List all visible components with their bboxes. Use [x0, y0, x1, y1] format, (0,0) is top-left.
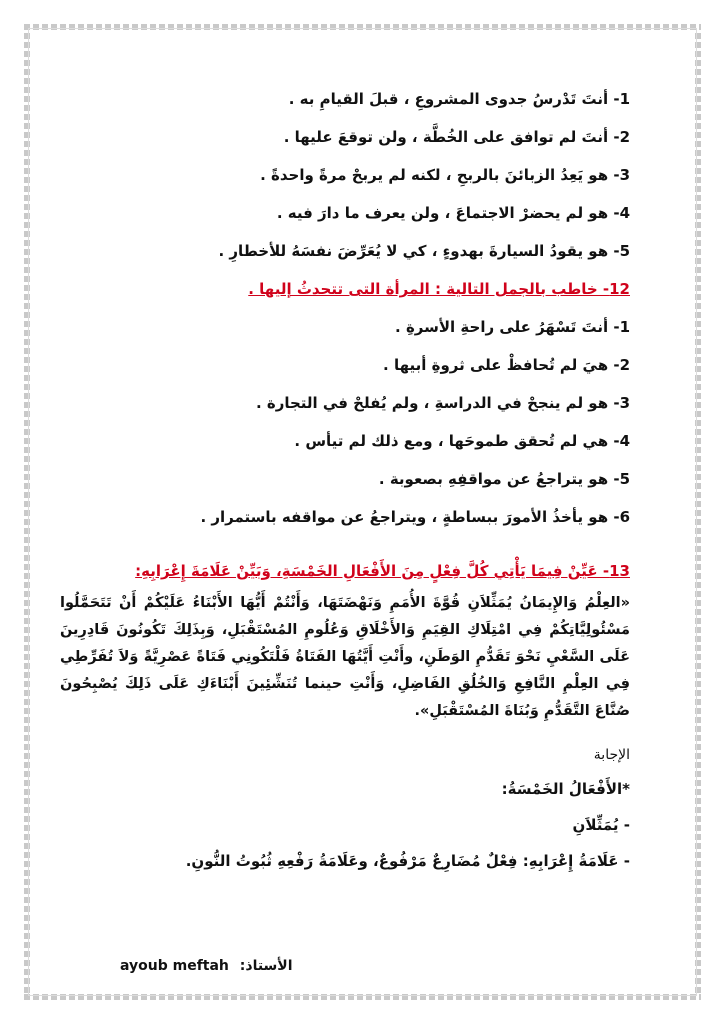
- exercise-item: 5- هو يقودُ السيارةَ بهدوءٍ ، كي لا يُعَرِّضَ نفسَهُ للأخطارِ .: [218, 242, 630, 260]
- exercise-item: 6- هو يأخذُ الأمورَ ببساطةٍ ، ويتراجعُ عن مواقفه باستمرار .: [200, 508, 630, 526]
- answer-line: - عَلَامَةُ إِعْرَابِهِ: فِعْلٌ مُضَارِعٌ مَرْفُوعٌ، وعَلَامَةُ رَفْعِهِ ثُبُوتُ النُّونِ.: [185, 852, 630, 870]
- answer-list: [60, 771, 630, 879]
- exercise-item: 5- هو يتراجعُ عن مواقفِهِ بصعوبة .: [378, 470, 630, 488]
- section-12-list: [60, 308, 630, 536]
- section-11-list: [60, 80, 630, 270]
- exercise-item: 2- هيَ لم تُحافظْ على ثروةِ أبيها .: [383, 356, 630, 374]
- answer-label: الإجابة: [593, 747, 630, 763]
- exercise-item: 3- هو يَعِدُ الزبائنَ بالربحِ ، لكنه لم يربحْ مرةً واحدةً .: [260, 166, 630, 184]
- teacher-label: الأستاذ:: [239, 958, 293, 974]
- answer-line: - يُمَثِّلاَنِ: [572, 816, 630, 834]
- section-12-heading: 12- خاطب بالجمل التالية : المرأة التى تتحدثُ إليها .: [248, 280, 630, 298]
- exercise-item: 1- أنتَ تَدْرسُ جدوى المشروعِ ، قبلَ القيامِ به .: [288, 90, 630, 108]
- exercise-item: 1- أنتَ تَسْهَرُ على راحةِ الأسرةِ .: [395, 318, 630, 336]
- teacher-signature: [120, 958, 293, 974]
- passage-text: «العِلْمُ وَالإِيمَانُ يُمَثِّلاَنِ قُوَّةَ الأُمَمِ وَنَهْضَتَهَا، وَأَنْتُمْ أَيُّهَا الأَبْنَاءُ عَلَيْكُمْ أَنْ تَتَحَمَّلُوا مَسْئُولِيَّاتِكُمْ فِي امْتِلَاكِ القِيَمِ وَالأَخْلَاقِ وَعُلُومِ المُسْتَقْبَلِ، وَبِذَلِكَ تَكُونُونَ قَادِرِينَ عَلَى السَّعْيِ نَحْوَ تَقَدُّمِ الوَطَنِ، وأَنْتِ أَيَّتُهَا الفَتَاةُ فَلْتَكُونِي فَتَاةً عَصْرِيَّةً وَلاَ تُفَرِّطِي فِي العِلْمِ النَّافِعِ وَالخُلُقِ الفَاضِلِ، وَأَنْتِ حينما تُنَشِّئِينَ أَبْنَاءَكِ عَلَى ذَلِكَ يُصْبِحُونَ صُنَّاعَ التَّقَدُّمِ وَبُنَاةَ المُسْتَقْبَلِ».: [60, 595, 630, 719]
- exercise-item: 4- هي لم تُحقق طموحَها ، ومع ذلك لم تيأس .: [294, 432, 630, 450]
- exercise-item: 3- هو لم ينجحْ في الدراسةِ ، ولم يُفلحْ في التجارة .: [255, 394, 630, 412]
- worksheet-content: [60, 80, 630, 879]
- teacher-name: ayoub meftah: [120, 958, 229, 974]
- section-13-heading: 13- عَيِّنْ فِيمَا يَأْتِي كُلَّ فِعْلٍ مِنَ الأَفْعَالِ الخَمْسَةِ، وَبَيِّنْ عَلَامَةَ إِعْرَابِهِ:: [135, 562, 630, 580]
- exercise-item: 2- أنتَ لم توافق على الخُطَّة ، ولن توقعَ عليها .: [283, 128, 630, 146]
- answer-line: *الأَفْعَالُ الخَمْسَةُ:: [501, 780, 630, 798]
- exercise-item: 4- هو لم يحضرْ الاجتماعَ ، ولن يعرف ما دارَ فيه .: [276, 204, 630, 222]
